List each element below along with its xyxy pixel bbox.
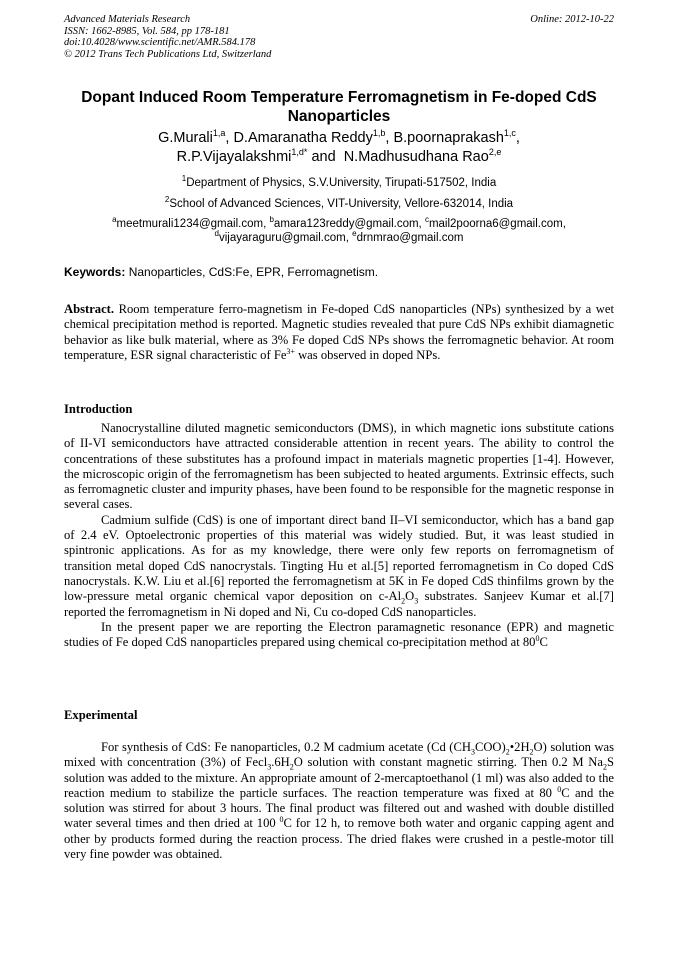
introduction-heading: Introduction xyxy=(64,402,133,416)
paragraph: Nanocrystalline diluted magnetic semiconductors (DMS), in which magnetic ions substitute cations of II-VI semiconductors have attracted considerable attention in recent years. The ability to control the concentrations of these substitutes has a profound impact in materials magnetic properties [1-4]. However, the microscopic origin of the ferromagnetism has been subjected to heated arguments. Extrinsic effects, such as ferromagnetic cluster and impurity phases, have been found to be responsible for the magnetic response in several cases. xyxy=(64,421,614,512)
author-name: N.Madhusudhana Rao xyxy=(343,149,489,165)
author-line-2 xyxy=(64,148,614,167)
author-affil: 1,b xyxy=(372,128,386,139)
experimental-heading: Experimental xyxy=(64,708,138,722)
author-affil: 1,c xyxy=(503,128,516,139)
email-link[interactable]: amara123reddy@gmail.com, xyxy=(273,218,422,230)
copyright: © 2012 Trans Tech Publications Ltd, Switzerland xyxy=(64,48,272,60)
author-affil: 2,e xyxy=(488,147,502,158)
experimental-body xyxy=(64,740,614,862)
paragraph: Cadmium sulfide (CdS) is one of important direct band II–VI semiconductor, which has a band gap of 2.4 eV. Optoelectronic properties of this material was widely studied. But, it was least studied in spintronic applications. As for as my knowledge, there were only few reports on ferromagnetism of transition metal doped CdS nanocrystals. Tingting Hu et al.[5] reported ferromagnetism in Co doped CdS nanocrystals. K.W. Liu et al.[6] reported the ferromagnetism at 5K in Fe doped CdS thinfilms grown by the low-pressure metal organic chemical vapor deposition on $c-Al_2O_3$ substrates. Sanjeev Kumar et al.[7] reported the ferromagnetism in Ni doped and Ni, Cu co-doped CdS nanoparticles. xyxy=(64,512,614,619)
keywords xyxy=(64,265,378,279)
abstract: Abstract. Room temperature ferro-magnetism in Fe-doped CdS nanoparticles (NPs) synthesized by a wet chemical precipitation method is reported. Magnetic studies revealed that pure CdS NPs exhibit diamagnetic behavior as like bulk material, where as 3% Fe doped CdS NPs shows the ferromagnetic behavior. At room temperature, ESR signal characteristic of $Fe^{3+}$ was observed in doped NPs. xyxy=(64,302,614,362)
abstract-label: Abstract. xyxy=(64,302,115,316)
paragraph: For synthesis of CdS: Fe nanoparticles, 0.2 M cadmium acetate (Cd $(CH_3COO)_2•2H_2O$) solution was mixed with concentration (3%) of $Fecl_3.6H_2O$ solution with constant magnetic stirring. Then 0.2 M $Na_2S$ solution was added to the mixture. An appropriate amount of 2-mercaptoethanol (1 ml) was also added to the reaction medium to stabilize the particle surfaces. The reaction temperature was fixed at 80 $^0$C and the solution was stirred for about 3 hours. The final product was filtered out and washed with double distilled water several times and then dried at 100 $^0$C for 12 h, to remove both water and organic capping agent and other by products formed during the reaction process. The dried flakes were crushed in a pestle-motor till very fine powder was obtained. xyxy=(64,740,614,862)
author-affil: 1,d* xyxy=(291,147,308,158)
author-conjunction: and xyxy=(311,149,336,165)
author-name: R.P.Vijayalakshmi xyxy=(176,149,292,165)
email-list: $^a$meetmurali1234@gmail.com, $^b$amara123reddy@gmail.com, $^c$mail2poorna6@gmail.com, $^d$vijayaraguru@gmail.com, $^e$drnmrao@gmail.com xyxy=(112,215,566,244)
keywords-label: Keywords: xyxy=(64,265,126,279)
email-link[interactable]: vijayaraguru@gmail.com, xyxy=(218,232,349,244)
title-line-1: Dopant Induced Room Temperature Ferromagnetism in Fe-doped CdS xyxy=(81,89,597,106)
author-name: G.Murali xyxy=(158,130,213,146)
introduction-body xyxy=(64,421,614,650)
journal-name: Advanced Materials Research xyxy=(64,14,191,25)
paper-title xyxy=(64,88,614,126)
email-link[interactable]: meetmurali1234@gmail.com, xyxy=(116,218,267,230)
title-line-2: Nanoparticles xyxy=(287,108,391,125)
author-list xyxy=(64,129,614,167)
author-affil: 1,a xyxy=(212,128,226,139)
author-name: B.poornaprakash xyxy=(393,130,504,146)
email-link[interactable]: drnmrao@gmail.com xyxy=(356,232,464,244)
affiliation-1: $^1$Department of Physics, S.V.University, Tirupati-517502, India xyxy=(181,174,497,189)
author-name: D.Amaranatha Reddy xyxy=(233,130,373,146)
doi: doi:10.4028/www.scientific.net/AMR.584.178 xyxy=(64,37,256,48)
author-line-1: G.Murali$^{1,a}$, D.Amaranatha Reddy$^{1,b}$, B.poornaprakash$^{1,c}$, xyxy=(158,128,520,146)
affiliation-2: $^2$School of Advanced Sciences, VIT-University, Vellore-632014, India xyxy=(164,195,514,210)
journal-header xyxy=(64,14,271,60)
email-link[interactable]: mail2poorna6@gmail.com, xyxy=(428,218,566,230)
issn: ISSN: 1662-8985, Vol. 584, pp 178-181 xyxy=(64,25,230,37)
paragraph: In the present paper we are reporting the Electron paramagnetic resonance (EPR) and magnetic studies of Fe doped CdS nanoparticles prepared using chemical co-precipitation method at $80^0C$ xyxy=(64,619,614,650)
keywords-text: Nanoparticles, CdS:Fe, EPR, Ferromagnetism. xyxy=(128,265,379,279)
online-date: Online: 2012-10-22 xyxy=(530,14,614,25)
